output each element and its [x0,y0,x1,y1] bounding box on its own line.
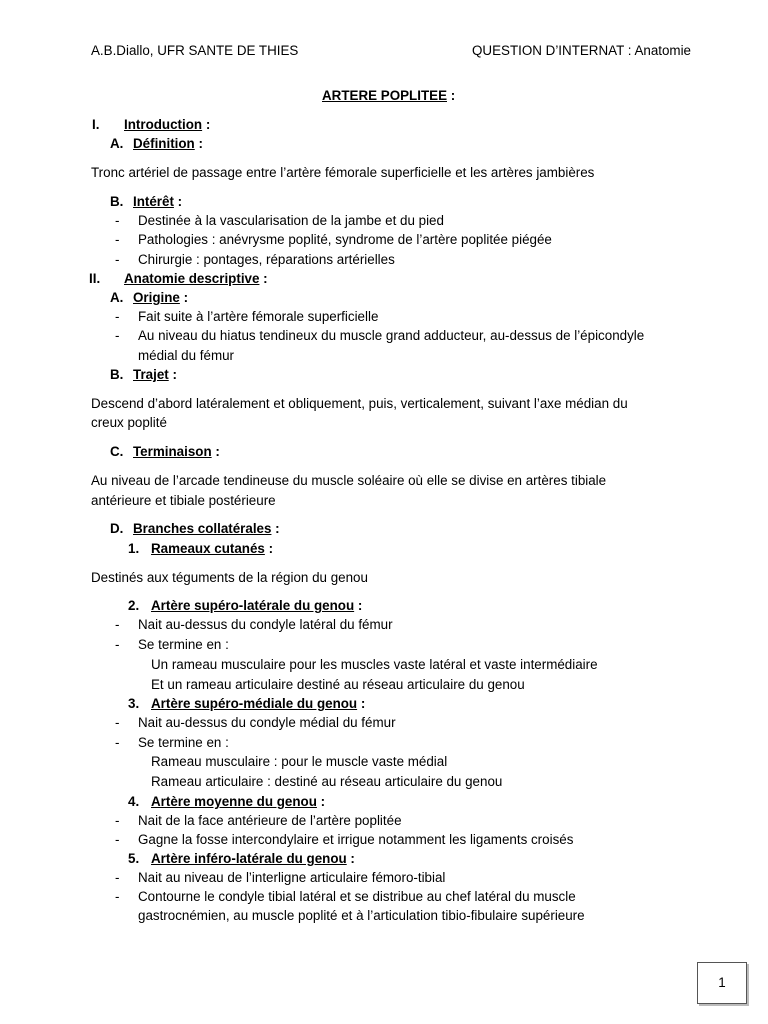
list-bullet: - [115,870,120,885]
list-bullet: - [115,715,120,730]
subsection-num: B. [110,367,124,382]
list-item: Nait au-dessus du condyle latéral du fémur [138,617,393,632]
section-num: I. [92,117,100,132]
header-left: A.B.Diallo, UFR SANTE DE THIES [91,43,299,58]
section-heading: Introduction : [124,117,211,132]
item-heading: Rameaux cutanés : [151,541,274,556]
paragraph: Destinés aux téguments de la région du genou [91,570,368,585]
subsection-num: A. [110,290,124,305]
list-bullet: - [115,637,120,652]
subsection-num: D. [110,521,124,536]
list-bullet: - [115,813,120,828]
item-heading: Artère supéro-latérale du genou : [151,598,363,613]
sub-item: Rameau musculaire : pour le muscle vaste médial [151,754,448,769]
list-bullet: - [115,617,120,632]
document-title: ARTERE POPLITEE : [322,88,456,103]
list-bullet: - [115,735,120,750]
section-heading: Anatomie descriptive : [124,271,268,286]
sub-item: Rameau articulaire : destiné au réseau articulaire du genou [151,774,503,789]
paragraph: Au niveau de l’arcade tendineuse du muscle soléaire où elle se divise en artères tibiale [91,473,607,488]
list-item: Nait au-dessus du condyle médial du fémur [138,715,396,730]
item-num: 1. [128,541,140,556]
subsection-num: B. [110,194,124,209]
list-item: Gagne la fosse intercondylaire et irrigue notamment les ligaments croisés [138,832,574,847]
paragraph: antérieure et tibiale postérieure [91,493,276,508]
list-item: Nait de la face antérieure de l’artère poplitée [138,813,402,828]
subsection-heading: Intérêt : [133,194,183,209]
list-bullet: - [115,328,120,343]
item-num: 5. [128,851,140,866]
list-item: Se termine en : [138,735,229,750]
list-item: Se termine en : [138,637,229,652]
subsection-heading: Branches collatérales : [133,521,280,536]
list-item-continuation: médial du fémur [138,348,235,363]
paragraph: Descend d’abord latéralement et obliquement, puis, verticalement, suivant l’axe médian du [91,396,628,411]
list-item: Destinée à la vascularisation de la jambe et du pied [138,213,444,228]
subsection-heading: Trajet : [133,367,177,382]
item-num: 4. [128,794,140,809]
subsection-heading: Origine : [133,290,189,305]
list-bullet: - [115,889,120,904]
subsection-num: C. [110,444,124,459]
list-item: Contourne le condyle tibial latéral et se distribue au chef latéral du muscle [138,889,576,904]
sub-item: Et un rameau articulaire destiné au réseau articulaire du genou [151,677,525,692]
list-bullet: - [115,252,120,267]
section-num: II. [89,271,101,286]
list-bullet: - [115,832,120,847]
subsection-heading: Définition : [133,136,203,151]
subsection-num: A. [110,136,124,151]
paragraph: Tronc artériel de passage entre l’artère fémorale superficielle et les artères jambières [91,165,595,180]
list-bullet: - [115,232,120,247]
item-heading: Artère inféro-latérale du genou : [151,851,355,866]
header-right: QUESTION D’INTERNAT : Anatomie [472,43,692,58]
item-num: 2. [128,598,140,613]
list-item: Fait suite à l’artère fémorale superficielle [138,309,379,324]
list-item: Nait au niveau de l’interligne articulaire fémoro-tibial [138,870,446,885]
paragraph: creux poplité [91,415,167,430]
list-bullet: - [115,213,120,228]
item-num: 3. [128,696,140,711]
page-number-box [697,962,747,1004]
subsection-heading: Terminaison : [133,444,220,459]
page-number: 1 [718,975,726,990]
list-item: Au niveau du hiatus tendineux du muscle grand adducteur, au-dessus de l’épicondyle [138,328,645,343]
item-heading: Artère moyenne du genou : [151,794,326,809]
item-heading: Artère supéro-médiale du genou : [151,696,366,711]
list-item: Pathologies : anévrysme poplité, syndrome de l’artère poplitée piégée [138,232,552,247]
list-bullet: - [115,309,120,324]
list-item-continuation: gastrocnémien, au muscle poplité et à l’articulation tibio-fibulaire supérieure [138,908,585,923]
list-item: Chirurgie : pontages, réparations artérielles [138,252,395,267]
sub-item: Un rameau musculaire pour les muscles vaste latéral et vaste intermédiaire [151,657,598,672]
